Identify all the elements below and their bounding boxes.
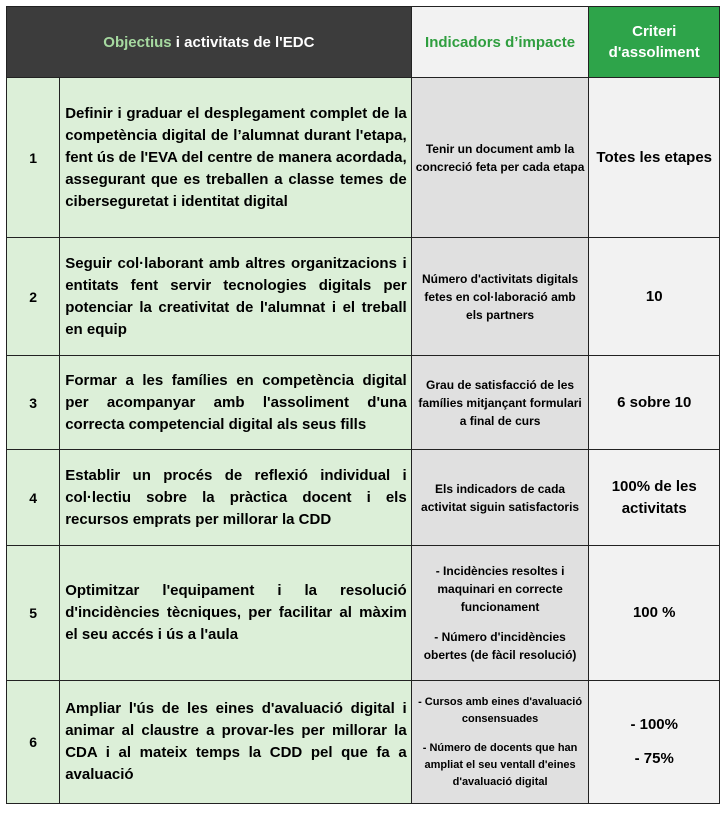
objective-cell: Optimitzar l'equipament i la resolució d'incidències tècniques, per facilitar al màxim el seu accés i ús a l'aula	[60, 546, 411, 681]
row-number: 2	[7, 238, 60, 356]
edc-table	[6, 6, 720, 804]
criteria-text: 6 sobre 10	[617, 393, 692, 411]
row-number: 4	[7, 450, 60, 546]
header-row	[7, 7, 720, 78]
table-row	[7, 356, 720, 450]
indicator-cell	[411, 681, 589, 804]
indicator-text: - Número d'incidències obertes (de fàcil resolució)	[423, 630, 577, 662]
objective-cell: Formar a les famílies en competència digital per acompanyar amb l'assoliment d'una correcta competencial digital als seus fills	[60, 356, 411, 450]
indicator-text: Tenir un document amb la concreció feta per cada etapa	[415, 141, 585, 174]
row-number: 3	[7, 356, 60, 450]
criteria-text: 100% de les activitats	[611, 477, 697, 517]
objective-cell: Seguir col·laborant amb altres organitzacions i entitats fent servir tecnologies digitals per potenciar la creativitat de l'alumnat i el treball en equip	[60, 238, 411, 356]
table-row	[7, 450, 720, 546]
indicator-text: - Incidències resoltes i maquinari en correcte funcionament	[435, 564, 565, 614]
criteria-cell	[589, 356, 720, 450]
table-row	[7, 681, 720, 804]
criteria-text: 10	[645, 287, 663, 305]
indicator-text: - Cursos amb eines d'avaluació consensuades	[418, 695, 583, 725]
criteria-text: - 100%	[630, 716, 678, 733]
row-number: 1	[7, 78, 60, 238]
criteria-cell	[589, 450, 720, 546]
criteria-text: - 75%	[634, 750, 674, 767]
indicator-cell	[411, 78, 589, 238]
criteria-text: 100 %	[632, 604, 676, 621]
table-row	[7, 238, 720, 356]
indicator-cell	[411, 238, 589, 356]
indicator-text: Els indicadors de cada activitat siguin satisfactoris	[421, 481, 580, 514]
indicator-text: Número d'activitats digitals fetes en col·laboració amb els partners	[421, 271, 579, 322]
criteria-header: Criteri d'assoliment	[589, 7, 720, 78]
table-row	[7, 546, 720, 681]
indicator-cell	[411, 450, 589, 546]
objectives-header-rest: i activitats de l'EDC	[171, 33, 315, 51]
objectives-header-accent: Objectius	[103, 33, 172, 51]
indicator-text: - Número de docents que han ampliat el seu ventall d'eines d'avaluació digital	[422, 741, 578, 788]
indicators-header: Indicadors d’impacte	[411, 7, 589, 78]
row-number: 6	[7, 681, 60, 804]
objective-cell: Ampliar l'ús de les eines d'avaluació digital i animar al claustre a provar-les per millorar la CDA i al mateix temps la CDD pel que fa a avaluació	[60, 681, 411, 804]
objectives-header	[7, 7, 412, 78]
criteria-text: Totes les etapes	[596, 148, 713, 166]
criteria-cell	[589, 78, 720, 238]
criteria-cell	[589, 681, 720, 804]
objective-cell: Establir un procés de reflexió individual i col·lectiu sobre la pràctica docent i els recursos emprats per millorar la CDD	[60, 450, 411, 546]
criteria-cell	[589, 546, 720, 681]
criteria-cell	[589, 238, 720, 356]
row-number: 5	[7, 546, 60, 681]
objective-cell: Definir i graduar el desplegament complet de la competència digital de l’alumnat durant l'etapa, fent ús de l'EVA del centre de manera acordada, assegurant que es treballen a classe temes de ciberseguretat i identitat digital	[60, 78, 411, 238]
indicator-cell	[411, 356, 589, 450]
table-row	[7, 78, 720, 238]
indicator-text: Grau de satisfacció de les famílies mitjançant formulari a final de curs	[418, 377, 582, 428]
indicator-cell	[411, 546, 589, 681]
